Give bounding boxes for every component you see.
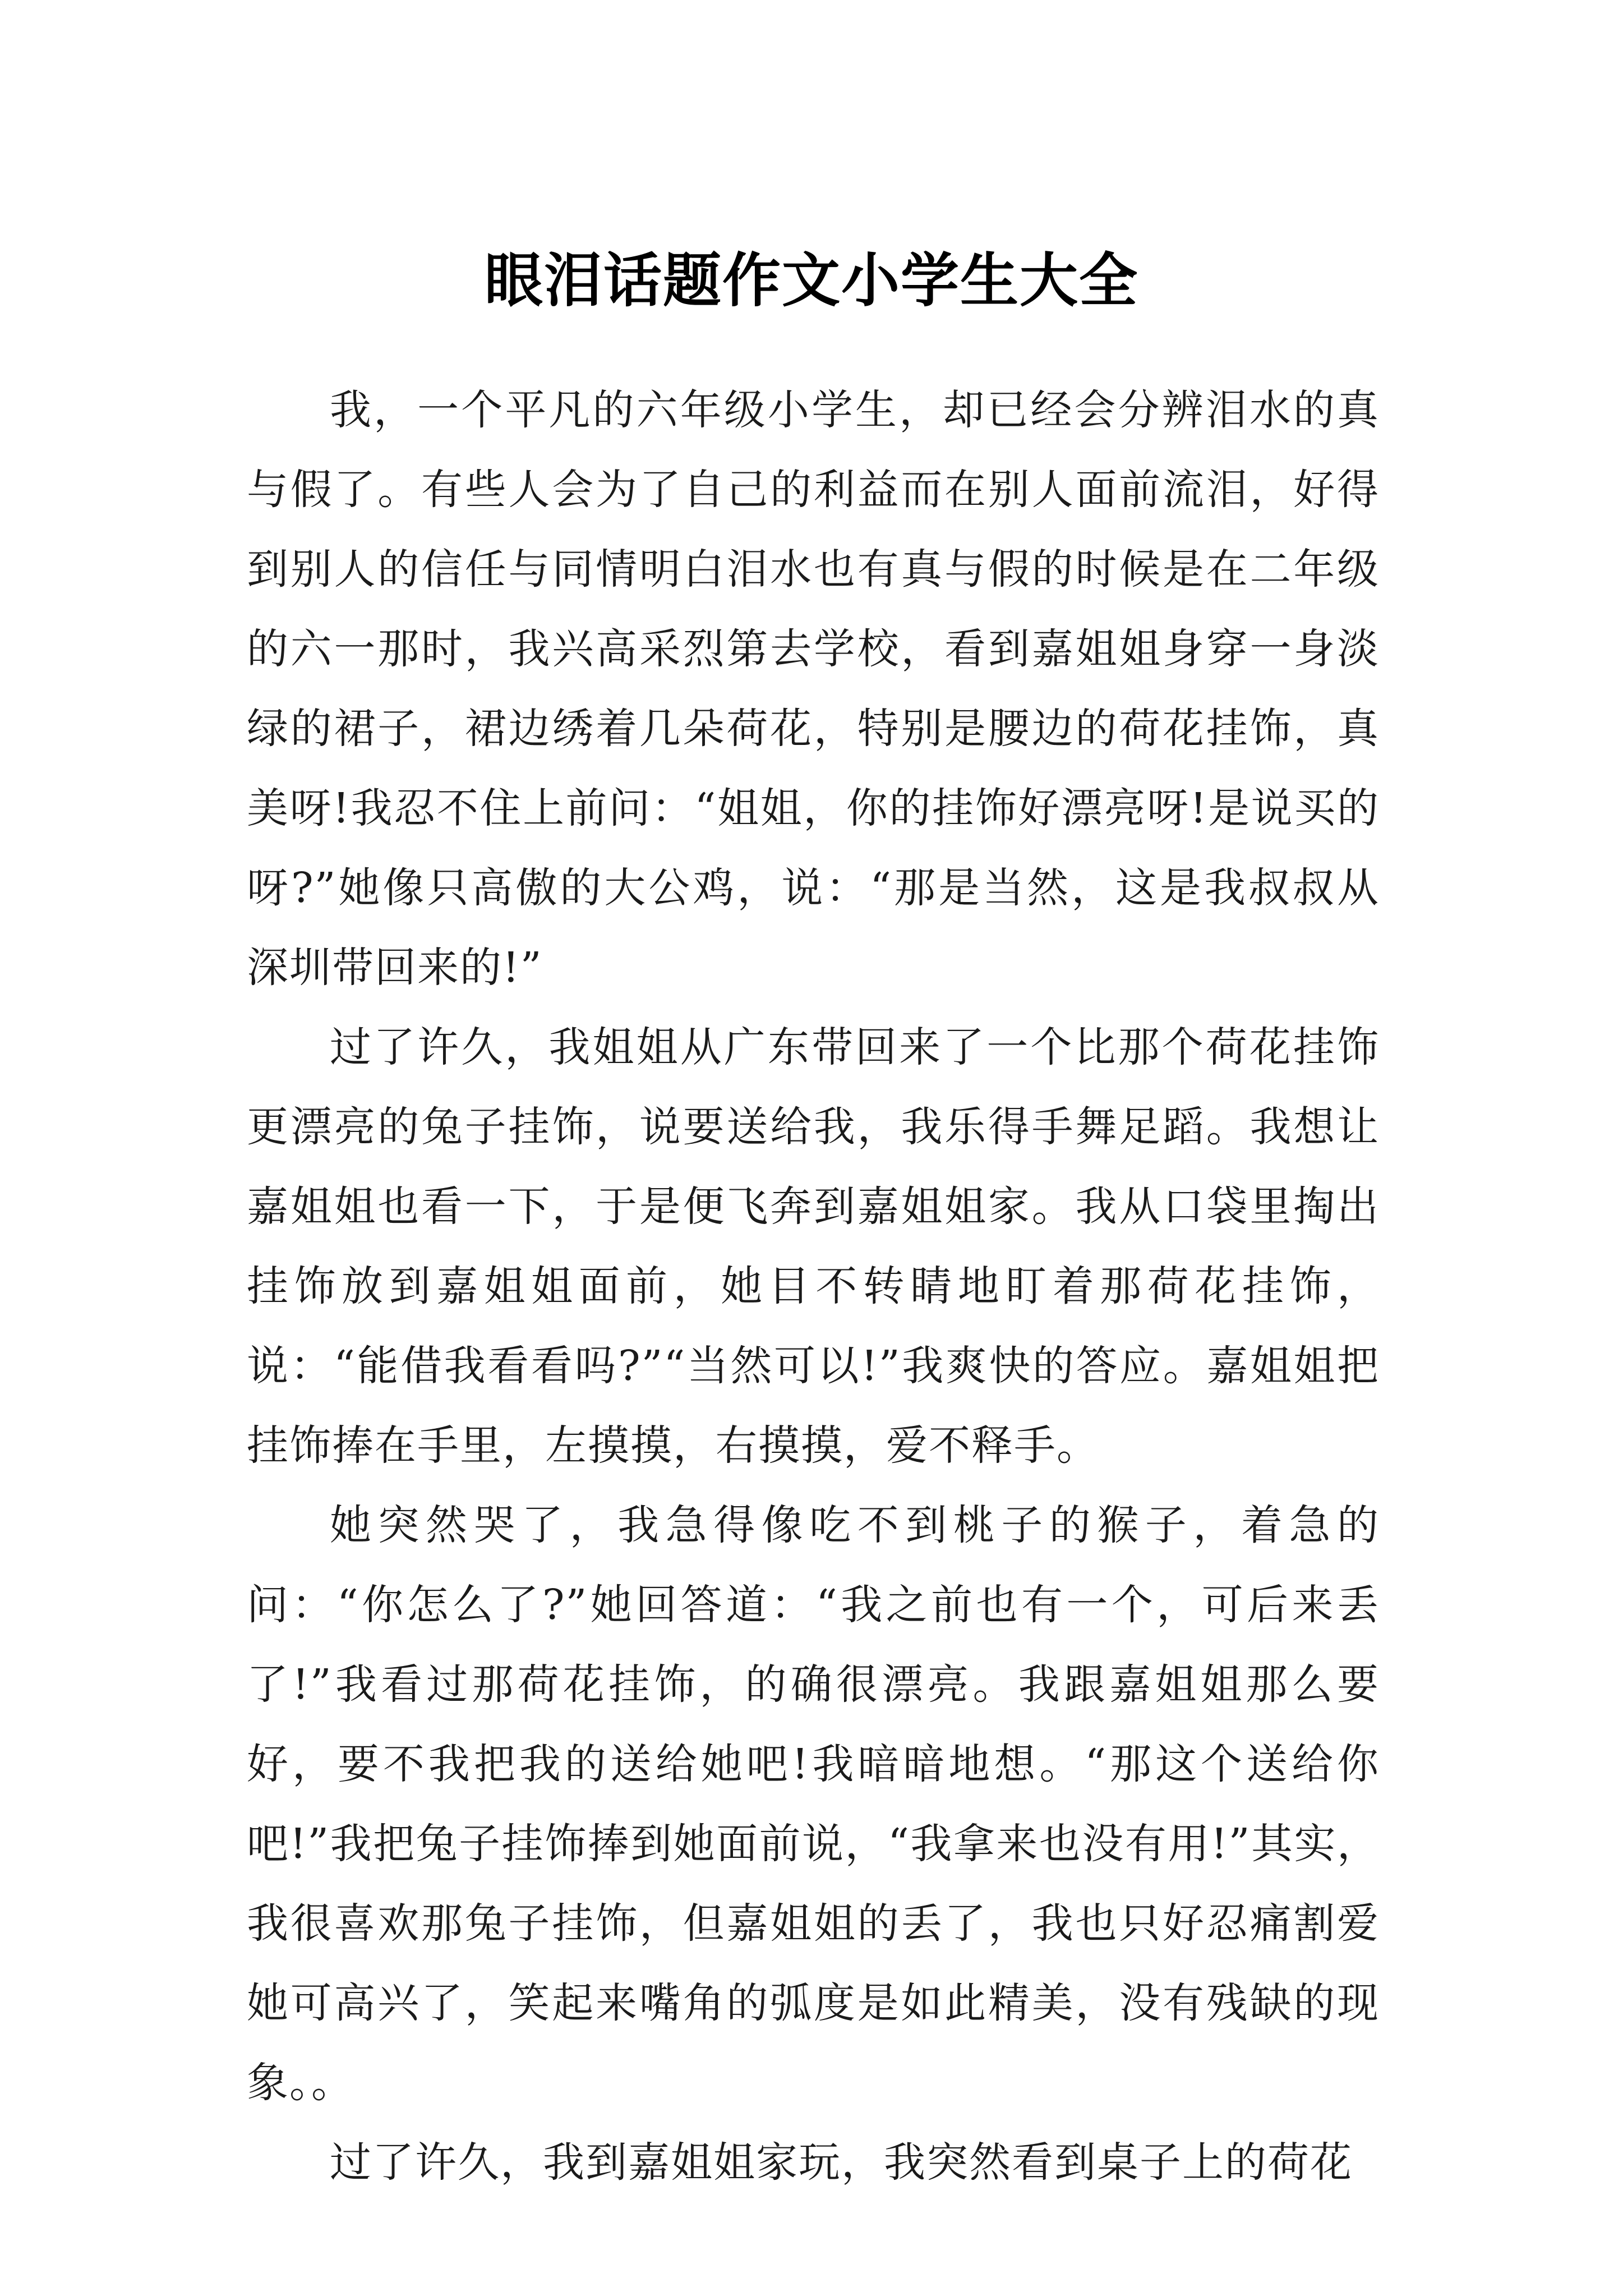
paragraph-1: 我，一个平凡的六年级小学生，却已经会分辨泪水的真与假了。有些人会为了自己的利益而在别人面前流泪，好得到别人的信任与同情明白泪水也有真与假的时候是在二年级的六一那时，我兴高采烈第去学校，看到嘉姐姐身穿一身淡绿的裙子，裙边绣着几朵荷花，特别是腰边的荷花挂饰，真美呀!我忍不住上前问：“姐姐，你的挂饰好漂亮呀!是说买的呀?”她像只高傲的大公鸡，说：“那是当然，这是我叔叔从深圳带回来的!” (247, 386, 1380, 992)
document-body (247, 370, 1380, 2202)
document-title: 眼泪话题作文小学生大全 (484, 245, 1138, 315)
paragraph-2: 过了许久，我姐姐从广东带回来了一个比那个荷花挂饰更漂亮的兔子挂饰，说要送给我，我乐得手舞足蹈。我想让嘉姐姐也看一下，于是便飞奔到嘉姐姐家。我从口袋里掏出挂饰放到嘉姐姐面前，她目不转睛地盯着那荷花挂饰，说：“能借我看看吗?”“当然可以!”我爽快的答应。嘉姐姐把挂饰捧在手里，左摸摸，右摸摸，爱不释手。 (247, 1023, 1380, 1470)
paragraph-3: 她突然哭了，我急得像吃不到桃子的猴子，着急的问：“你怎么了?”她回答道：“我之前也有一个，可后来丢了!”我看过那荷花挂饰，的确很漂亮。我跟嘉姐姐那么要好，要不我把我的送给她吧!我暗暗地想。“那这个送给你吧!”我把兔子挂饰捧到她面前说，“我拿来也没有用!”其实，我很喜欢那兔子挂饰，但嘉姐姐的丢了，我也只好忍痛割爱她可高兴了，笑起来嘴角的弧度是如此精美，没有残缺的现象。。 (247, 1501, 1380, 2107)
paragraph-4: 过了许久，我到嘉姐姐家玩，我突然看到桌子上的荷花 (330, 2138, 1353, 2187)
